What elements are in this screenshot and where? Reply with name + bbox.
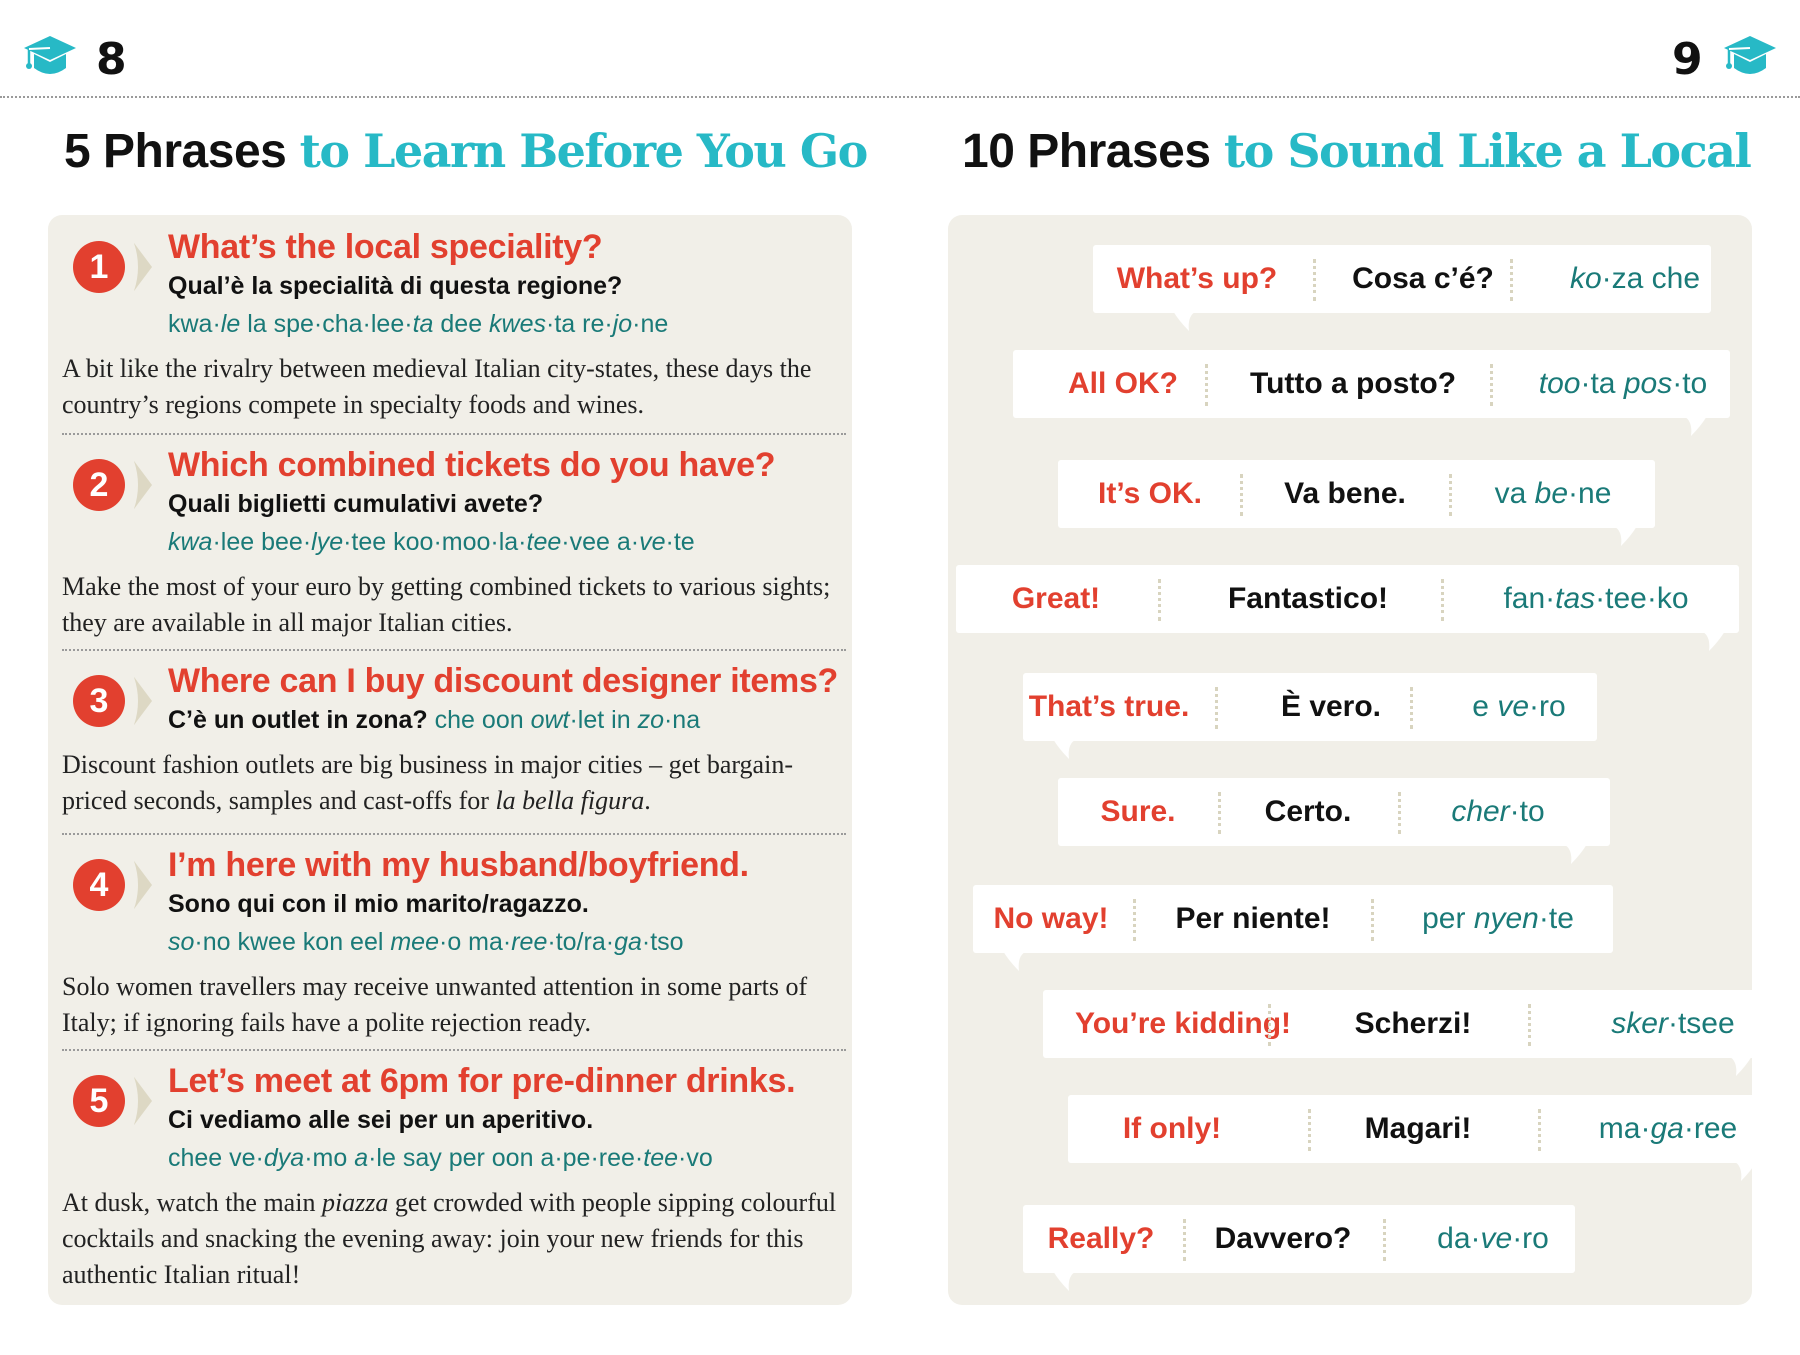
chevron-right-icon [132, 241, 154, 293]
pronunciation-segment: lye [311, 528, 344, 556]
english-phrase: Where can I buy discount designer items? [168, 662, 839, 700]
phrase-bubble [1093, 245, 1711, 313]
description: A bit like the rivalry between medieval Italian city-states, these days the country’s regions compete in specialty foods and wines. [62, 354, 812, 419]
pronunciation-segment: le [220, 310, 241, 338]
dotted-divider [1371, 899, 1374, 941]
pronunciation-segment: ·vo [678, 1144, 713, 1172]
speech-bubble-tail [1733, 1161, 1757, 1183]
pronunciation-segment: ·ro [1512, 1222, 1549, 1255]
page-number-right: 9 [1672, 34, 1703, 85]
english-phrase: Great! [1011, 582, 1101, 615]
description-segment: la bella figura [495, 786, 645, 815]
description: Make the most of your euro by getting combined tickets to various sights; they are available in all major Italian cities. [62, 572, 831, 637]
phrase-bubble [956, 565, 1739, 633]
pronunciation-segment: per [1422, 902, 1474, 935]
speech-bubble-tail [1613, 526, 1637, 548]
english-phrase: All OK? [1068, 367, 1178, 400]
pronunciation [1553, 990, 1793, 1058]
pronunciation-segment: ·na [663, 706, 701, 734]
italian-phrase: Sono qui con il mio marito/ragazzo. [168, 890, 589, 918]
pronunciation-segment: owt [530, 706, 570, 734]
speech-bubble-tail [1173, 311, 1197, 333]
italian-phrase: Ci vediamo alle sei per un aperitivo. [168, 1106, 594, 1134]
description-segment: At dusk, watch the main [62, 1188, 322, 1217]
phrase-bubble [1058, 778, 1610, 846]
speech-bubble-tail [1563, 844, 1587, 866]
chevron-right-icon [132, 675, 154, 727]
title-prefix: 5 Phrases [64, 125, 287, 178]
italian-phrase: Va bene. [1284, 477, 1406, 510]
italian-phrase: Scherzi! [1354, 1007, 1472, 1040]
pronunciation [1503, 350, 1743, 418]
pronunciation-segment: che oon [434, 706, 531, 734]
english-phrase: It’s OK. [1098, 477, 1202, 510]
pronunciation-segment: kwa· [168, 310, 221, 338]
pronunciation-segment: kwa [168, 528, 213, 556]
pronunciation [1399, 673, 1639, 741]
dotted-divider [1538, 1109, 1541, 1151]
pronunciation-segment: ·ne [1568, 477, 1612, 510]
pronunciation-segment: dya [263, 1144, 305, 1172]
phrase-bubble [1013, 350, 1730, 418]
pronunciation-segment: e [1472, 690, 1498, 723]
item-divider [62, 833, 846, 835]
item-divider [62, 649, 846, 651]
description [62, 747, 852, 819]
pronunciation-segment: ·ro [1529, 690, 1566, 723]
pronunciation-segment: ·ta re· [546, 310, 613, 338]
pronunciation-segment: ·za che [1601, 262, 1701, 295]
pronunciation [1373, 1205, 1613, 1273]
pronunciation-segment: ve [639, 528, 666, 556]
number-badge: 1 [73, 241, 125, 293]
phrase-bubble [1023, 673, 1597, 741]
pronunciation-segment: ga [614, 928, 642, 956]
pronunciation-segment: ree [511, 928, 548, 956]
pronunciation-segment: ·vee a· [561, 528, 640, 556]
number-badge: 4 [73, 859, 125, 911]
pronunciation-segment: ·no kwee kon eel [194, 928, 391, 956]
sound-like-a-local-panel [948, 215, 1752, 1305]
pronunciation-segment: ko [1569, 262, 1602, 295]
pronunciation [1515, 245, 1755, 313]
pronunciation-segment: ·to/ra· [547, 928, 615, 956]
phrase-bubble [1058, 460, 1655, 528]
dotted-divider [1205, 364, 1208, 406]
pronunciation-segment: tas [1555, 582, 1596, 615]
chevron-right-icon [132, 859, 154, 911]
pronunciation-segment: be [1534, 477, 1569, 510]
english-phrase: If only! [1122, 1112, 1222, 1145]
pronunciation-segment: kwes [489, 310, 547, 338]
pronunciation-segment: ·tee koo·moo·la· [343, 528, 527, 556]
pronunciation-segment: ·ta [1580, 367, 1624, 400]
italian-phrase: Cosa c’é? [1352, 262, 1494, 295]
graduation-cap-icon [22, 34, 78, 78]
pronunciation [1548, 1095, 1788, 1163]
page-number-left: 8 [96, 34, 127, 85]
pronunciation [168, 527, 695, 557]
phrase-bubble [1068, 1095, 1768, 1163]
pronunciation-segment: ·tee·ko [1595, 582, 1689, 615]
pronunciation-segment: da· [1437, 1222, 1481, 1255]
pronunciation-segment: ve [1497, 690, 1530, 723]
english-phrase: What’s the local speciality? [168, 228, 603, 266]
pronunciation-segment: fan· [1503, 582, 1556, 615]
italian-text: C’è un outlet in zona? [168, 706, 435, 734]
number-badge: 2 [73, 459, 125, 511]
pronunciation-segment: ·to [1672, 367, 1708, 400]
right-page-title [962, 124, 1751, 178]
description-segment: piazza [321, 1188, 389, 1217]
english-phrase: What’s up? [1116, 262, 1278, 295]
dotted-divider [1268, 1004, 1271, 1046]
pronunciation [168, 309, 668, 339]
pronunciation [435, 706, 700, 734]
phrase-bubble [973, 885, 1613, 953]
pronunciation-segment: ta [412, 310, 434, 338]
english-phrase: Sure. [1100, 795, 1176, 828]
pronunciation-segment: a [354, 1144, 369, 1172]
pronunciation-segment: cher [1451, 795, 1510, 828]
phrases-before-you-go-panel [48, 215, 852, 1305]
pronunciation-segment: mee [390, 928, 439, 956]
item-divider [62, 433, 846, 435]
pronunciation-segment: ·ne [632, 310, 669, 338]
pronunciation-segment: jo [612, 310, 633, 338]
description [62, 1185, 852, 1293]
description-segment: Discount fashion outlets are big business in major cities – get bargain-priced seconds, samples and cast-offs for [62, 750, 793, 815]
title-suffix: to Learn Before You Go [299, 124, 867, 178]
pronunciation-segment: ·o ma· [439, 928, 512, 956]
english-phrase: I’m here with my husband/boyfriend. [168, 846, 749, 884]
speech-bubble-tail [1053, 1271, 1077, 1293]
pronunciation-segment: nyen [1473, 902, 1539, 935]
pronunciation-segment: tee [526, 528, 562, 556]
italian-phrase: Certo. [1264, 795, 1352, 828]
italian-phrase [168, 705, 700, 735]
italian-phrase: Magari! [1364, 1112, 1472, 1145]
pronunciation-segment: ·tso [641, 928, 684, 956]
number-badge: 5 [73, 1075, 125, 1127]
pronunciation-segment: ·ree [1683, 1112, 1738, 1145]
pronunciation-segment: la spe·cha·lee· [240, 310, 413, 338]
pronunciation-segment: ma· [1598, 1112, 1651, 1145]
italian-phrase: Fantastico! [1227, 582, 1389, 615]
title-prefix: 10 Phrases [962, 125, 1211, 178]
italian-phrase: È vero. [1280, 690, 1382, 723]
english-phrase: No way! [993, 902, 1109, 935]
english-phrase: Which combined tickets do you have? [168, 446, 776, 484]
pronunciation-segment: va [1494, 477, 1535, 510]
chevron-right-icon [132, 1075, 154, 1127]
title-suffix: to Sound Like a Local [1223, 124, 1751, 178]
dotted-divider [1441, 579, 1444, 621]
pronunciation [1433, 460, 1673, 528]
english-phrase: That’s true. [1028, 690, 1190, 723]
pronunciation-segment: ·to [1509, 795, 1545, 828]
pronunciation-segment: ga [1650, 1112, 1684, 1145]
pronunciation-segment: too [1538, 367, 1581, 400]
description: Solo women travellers may receive unwanted attention in some parts of Italy; if ignoring fails have a polite rejection ready. [62, 972, 808, 1037]
description-segment: . [644, 786, 651, 815]
pronunciation [1378, 885, 1618, 953]
pronunciation-segment: ve [1480, 1222, 1513, 1255]
description-segment: get crowded with people sipping colourful cocktails and snacking the evening away: join your new friends for this authentic Italian ritual! [62, 1188, 837, 1289]
phrase-bubble [1023, 1205, 1575, 1273]
pronunciation [1378, 778, 1618, 846]
dotted-divider [1510, 259, 1513, 301]
item-divider [62, 1049, 846, 1051]
pronunciation-segment: sker [1611, 1007, 1668, 1040]
pronunciation-segment: zo [637, 706, 664, 734]
chevron-right-icon [132, 459, 154, 511]
pronunciation-segment: ·mo [304, 1144, 355, 1172]
pronunciation-segment: chee ve· [168, 1144, 264, 1172]
italian-phrase: Qual’è la specialità di questa regione? [168, 272, 623, 300]
italian-phrase: Per niente! [1175, 902, 1331, 935]
pronunciation-segment: ·tsee [1667, 1007, 1735, 1040]
italian-phrase: Quali biglietti cumulativi avete? [168, 490, 544, 518]
pronunciation-segment: so [168, 928, 195, 956]
pronunciation-segment: tee [643, 1144, 679, 1172]
pronunciation-segment: ·te [1538, 902, 1574, 935]
pronunciation-segment: ·let in [569, 706, 638, 734]
speech-bubble-tail [1683, 416, 1707, 438]
left-page-title [64, 124, 867, 178]
pronunciation-segment: ·te [665, 528, 695, 556]
dotted-divider [1158, 579, 1161, 621]
italian-phrase: Davvero? [1214, 1222, 1352, 1255]
header-divider [0, 96, 1800, 98]
speech-bubble-tail [1003, 951, 1027, 973]
speech-bubble-tail [1701, 631, 1725, 653]
pronunciation-segment: ·lee bee· [212, 528, 312, 556]
pronunciation [168, 927, 684, 957]
english-phrase: Let’s meet at 6pm for pre-dinner drinks. [168, 1062, 796, 1100]
english-phrase: Really? [1047, 1222, 1155, 1255]
speech-bubble-tail [1053, 739, 1077, 761]
pronunciation [168, 1143, 713, 1173]
pronunciation-segment: dee [433, 310, 490, 338]
phrase-bubble [1043, 990, 1769, 1058]
graduation-cap-icon [1722, 34, 1778, 78]
dotted-divider [1528, 1004, 1531, 1046]
english-phrase: You’re kidding! [1074, 1007, 1292, 1040]
pronunciation-segment: pos [1623, 367, 1673, 400]
italian-phrase: Tutto a posto? [1249, 367, 1457, 400]
pronunciation-segment: ·le say per oon a·pe·ree· [368, 1144, 644, 1172]
speech-bubble-tail [1728, 1056, 1752, 1078]
dotted-divider [1490, 364, 1493, 406]
number-badge: 3 [73, 675, 125, 727]
pronunciation [1476, 565, 1716, 633]
